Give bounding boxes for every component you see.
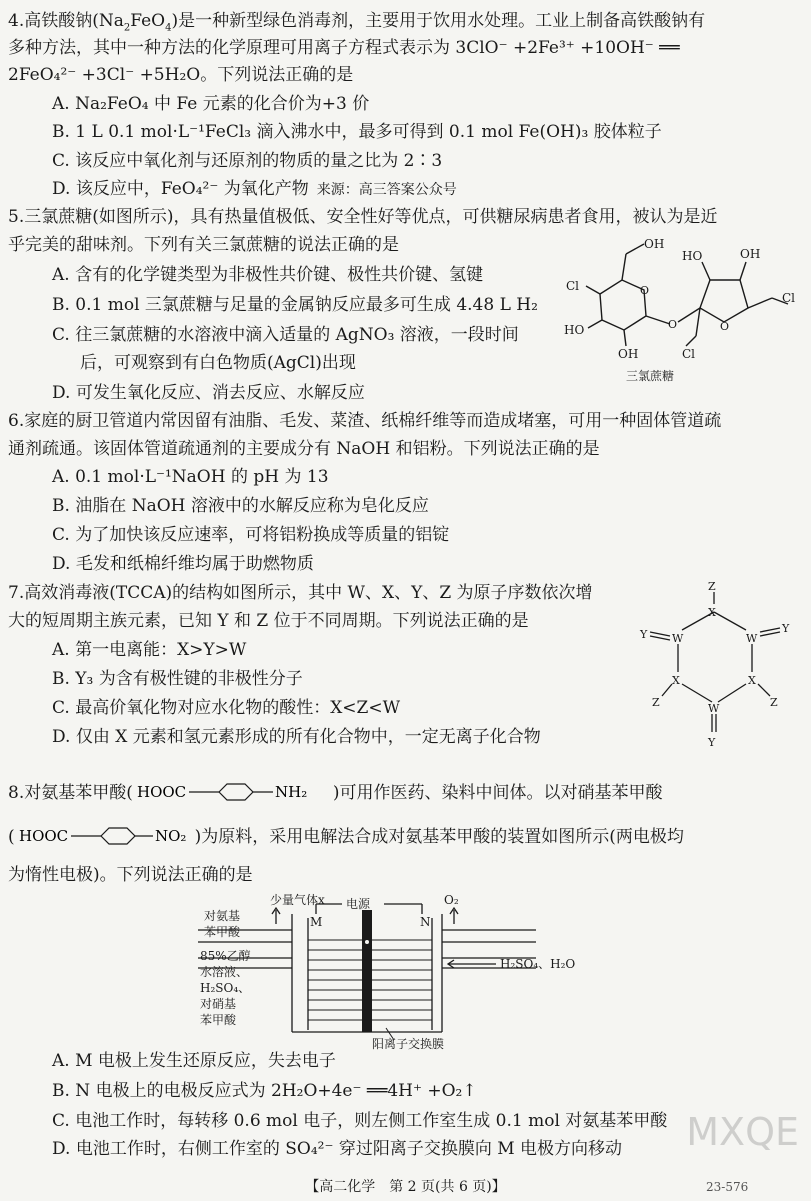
label-left-feed-2: 水溶液、 <box>200 965 249 979</box>
tcca-x-top: X <box>708 606 716 619</box>
label-cl-right: Cl <box>782 291 796 305</box>
q6-option-c: C. 为了加快该反应速率，可将铝粉换成等质量的铝锭 <box>52 525 450 545</box>
label-oh-bottom: OH <box>618 347 639 361</box>
q4-option-c: C. 该反应中氧化剂与还原剂的物质的量之比为 2∶3 <box>52 151 443 171</box>
source-note: 来源：高三答案公众号 <box>316 182 457 198</box>
page-footer: 【高二化学 第 2 页(共 6 页)】 <box>305 1179 506 1195</box>
q4-line3: 2FeO₄²⁻ +3Cl⁻ +5H₂O。下列说法正确的是 <box>8 65 354 85</box>
q5-line2: 乎完美的甜味剂。下列有关三氯蔗糖的说法正确的是 <box>8 235 399 255</box>
watermark: MXQE <box>686 1110 799 1154</box>
tcca-y-bottom: Y <box>708 736 716 749</box>
label-left-feed-3: H₂SO₄、 <box>200 981 251 995</box>
q5-option-b: B. 0.1 mol 三氯蔗糖与足量的金属钠反应最多可生成 4.48 L H₂ <box>52 295 538 315</box>
label-cl-left: Cl <box>566 279 580 293</box>
q6-line2: 通剂疏通。该固体管道疏通剂的主要成分有 NaOH 和铝粉。下列说法正确的是 <box>8 439 600 459</box>
tcca-y-right: Y <box>782 622 790 635</box>
label-left-feed-5: 苯甲酸 <box>200 1013 237 1027</box>
label-membrane: 阳离子交换膜 <box>372 1037 445 1050</box>
label-electrode-n: N <box>420 915 431 929</box>
exam-code: 23-576 <box>706 1180 749 1194</box>
q7-option-a: A. 第一电离能：X>Y>W <box>52 640 247 660</box>
label-power-source: 电源 <box>346 897 371 911</box>
label-left-product-1: 对氨基 <box>204 909 241 923</box>
label-oh-top: OH <box>644 237 665 251</box>
tcca-z-right: Z <box>770 696 778 709</box>
q7-option-b: B. Y₃ 为含有极性键的非极性分子 <box>52 669 303 689</box>
q8-option-d: D. 电池工作时，右侧工作室的 SO₄²⁻ 穿过阳离子交换膜向 M 电极方向移动 <box>52 1139 623 1159</box>
q5-option-a: A. 含有的化学键类型为非极性共价键、极性共价键、氢键 <box>52 265 484 285</box>
label-oh-ring2: OH <box>740 247 761 261</box>
cation-exchange-membrane <box>362 910 372 1032</box>
q7-line2: 大的短周期主族元素，已知 Y 和 Z 位于不同周期。下列说法正确的是 <box>8 611 529 631</box>
q6-option-b: B. 油脂在 NaOH 溶液中的水解反应称为皂化反应 <box>52 496 429 516</box>
label-o-ring1: O <box>640 284 650 297</box>
label-o-ring2: O <box>720 320 730 333</box>
q4-option-d: D. 该反应中，FeO₄²⁻ 为氧化产物 来源：高三答案公众号 <box>52 179 457 199</box>
q8-option-b: B. N 电极上的电极反应式为 2H₂O+4e⁻ ══4H⁺ +O₂↑ <box>52 1081 477 1101</box>
inline-nh2: NH₂ <box>274 783 308 801</box>
label-left-feed-4: 对硝基 <box>200 997 237 1011</box>
aminobenzoic-acid-inline <box>133 782 333 802</box>
nitrobenzoic-acid-inline <box>15 826 195 846</box>
label-o-bridge: O <box>668 318 678 331</box>
label-left-product-2: 苯甲酸 <box>204 925 241 939</box>
tcca-w-bottom: W <box>708 702 720 715</box>
q4-line1: 4.高铁酸钠$(Na_2FeO_4)$是一种新型绿色消毒剂，主要用于饮用水处理。工业上制备高铁酸钠有 <box>8 11 706 34</box>
tcca-z-left: Z <box>652 696 660 709</box>
sucralose-structure <box>560 232 800 392</box>
q6-option-d: D. 毛发和纸棉纤维均属于助燃物质 <box>52 554 314 574</box>
label-gas-x: 少量气体x <box>270 893 325 907</box>
label-o2: O₂ <box>444 893 459 907</box>
label-ho-left: HO <box>564 323 585 337</box>
tcca-y-left: Y <box>640 628 648 641</box>
q8-line1: 8.对氨基苯甲酸( HOOC NH₂ )可用作医药、染料中间体。以对硝基苯甲酸 <box>8 783 663 803</box>
q5-option-d: D. 可发生氧化反应、消去反应、水解反应 <box>52 383 365 403</box>
figure-caption-sucralose: 三氯蔗糖 <box>626 369 675 383</box>
tcca-structure <box>636 580 806 750</box>
label-electrode-m: M <box>310 915 323 929</box>
q6-line1: 6.家庭的厨卫管道内常因留有油脂、毛发、菜渣、纸棉纤维等而造成堵塞，可用一种固体管道疏 <box>8 411 722 431</box>
q7-option-c: C. 最高价氧化物对应水化物的酸性：X<Z<W <box>52 698 401 718</box>
tcca-w-left: W <box>672 632 684 645</box>
label-cl-bottom: Cl <box>682 347 696 361</box>
q7-line1: 7.高效消毒液(TCCA)的结构如图所示，其中 W、X、Y、Z 为原子序数依次增 <box>8 583 593 603</box>
q4-line2: 多种方法，其中一种方法的化学原理可用离子方程式表示为 3ClO⁻ +2Fe³⁺ +10OH⁻ ══ <box>8 38 680 58</box>
q5-option-c1: C. 往三氯蔗糖的水溶液中滴入适量的 AgNO₃ 溶液，一段时间 <box>52 325 519 345</box>
electrolysis-apparatus <box>196 890 636 1050</box>
tcca-z-top: Z <box>708 580 716 593</box>
inline-hooc-2: HOOC <box>18 827 68 845</box>
q6-option-a: A. 0.1 mol·L⁻¹NaOH 的 pH 为 13 <box>52 467 329 487</box>
tcca-x-right: X <box>748 674 756 687</box>
q8-line2: ( HOOC NO₂ )为原料，采用电解法合成对氨基苯甲酸的装置如图所示(两电极均 <box>8 827 684 847</box>
inline-hooc-1: HOOC <box>136 783 187 801</box>
tcca-w-right: W <box>746 632 758 645</box>
tcca-x-left: X <box>672 674 680 687</box>
label-left-feed-1: 85%乙醇 <box>200 949 251 963</box>
q8-line3: 为惰性电极)。下列说法正确的是 <box>8 865 253 885</box>
inline-no2: NO₂ <box>154 827 187 845</box>
q5-option-c2: 后，可观察到有白色物质(AgCl)出现 <box>80 353 356 373</box>
q8-option-a: A. M 电极上发生还原反应，失去电子 <box>52 1051 336 1071</box>
q4-option-b: B. 1 L 0.1 mol·L⁻¹FeCl₃ 滴入沸水中，最多可得到 0.1 mol Fe(OH)₃ 胶体粒子 <box>52 122 662 142</box>
q7-option-d: D. 仅由 X 元素和氢元素形成的所有化合物中，一定无离子化合物 <box>52 727 541 747</box>
q5-line1: 5.三氯蔗糖(如图所示)，具有热量值极低、安全性好等优点，可供糖尿病患者食用，被认为是近 <box>8 207 718 227</box>
label-ho-ring2: HO <box>682 249 703 263</box>
q8-option-c: C. 电池工作时，每转移 0.6 mol 电子，则左侧工作室生成 0.1 mol 对氨基苯甲酸 <box>52 1111 668 1131</box>
q4-option-a: A. Na₂FeO₄ 中 Fe 元素的化合价为+3 价 <box>52 94 370 114</box>
label-right-feed: H₂SO₄、H₂O <box>500 957 576 971</box>
